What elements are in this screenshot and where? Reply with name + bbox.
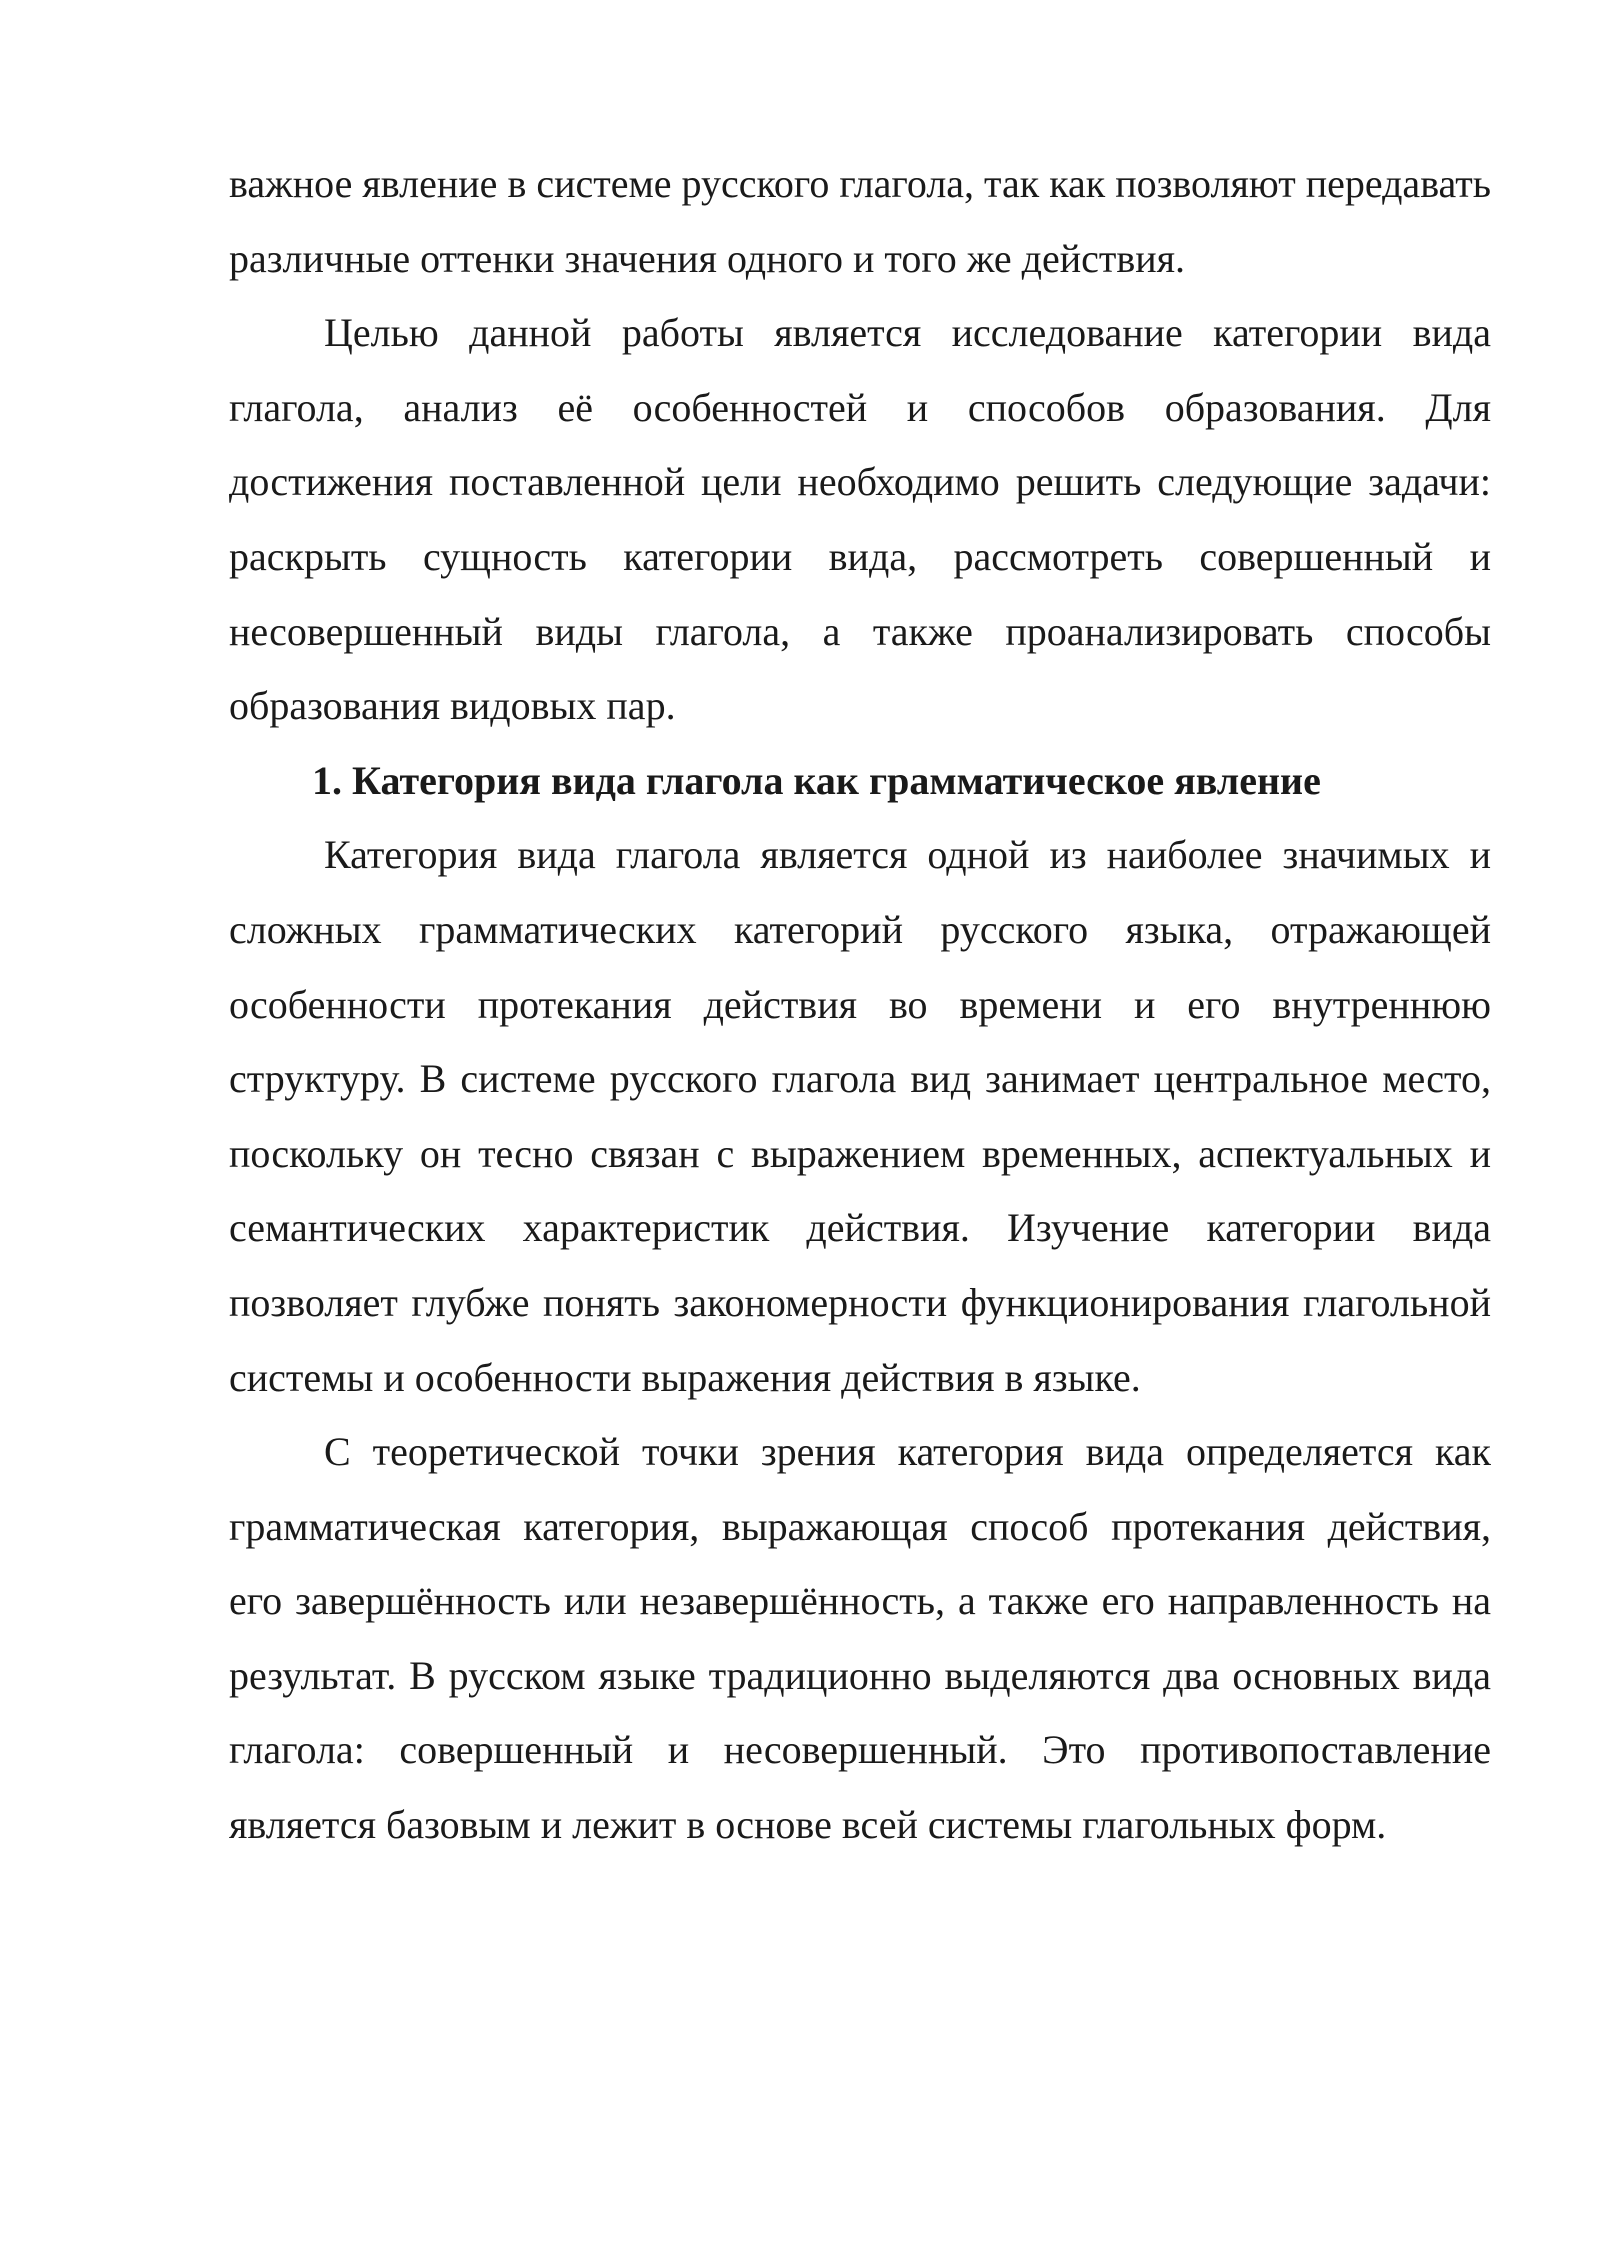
document-page (229, 147, 1491, 1863)
paragraph-intro-continuation: важное явление в системе русского глагола, так как позволяют передавать различные оттенки значения одного и того же действия. (229, 161, 1491, 281)
paragraph-section-1: Категория вида глагола является одной из наиболее значимых и сложных грамматических категорий русского языка, отражающей особенности протекания действия во времени и его внутреннюю структуру. В системе русского глагола вид занимает центральное место, поскольку он тесно связан с выражением временных, аспектуальных и семантических характеристик действия. Изучение категории вида позволяет глубже понять закономерности функционирования глагольной системы и особенности выражения действия в языке. (229, 832, 1491, 1400)
paragraph-goal: Целью данной работы является исследование категории вида глагола, анализ её особенностей и способов образования. Для достижения поставленной цели необходимо решить следующие задачи: раскрыть сущность категории вида, рассмотреть совершенный и несовершенный виды глагола, а также проанализировать способы образования видовых пар. (229, 310, 1491, 729)
section-heading: 1. Категория вида глагола как грамматическое явление (312, 757, 1321, 803)
paragraph-section-2: С теоретической точки зрения категория вида определяется как грамматическая категория, выражающая способ протекания действия, его завершённость или незавершённость, а также его направленность на результат. В русском языке традиционно выделяются два основных вида глагола: совершенный и несовершенный. Это противопоставление является базовым и лежит в основе всей системы глагольных форм. (229, 1429, 1491, 1848)
